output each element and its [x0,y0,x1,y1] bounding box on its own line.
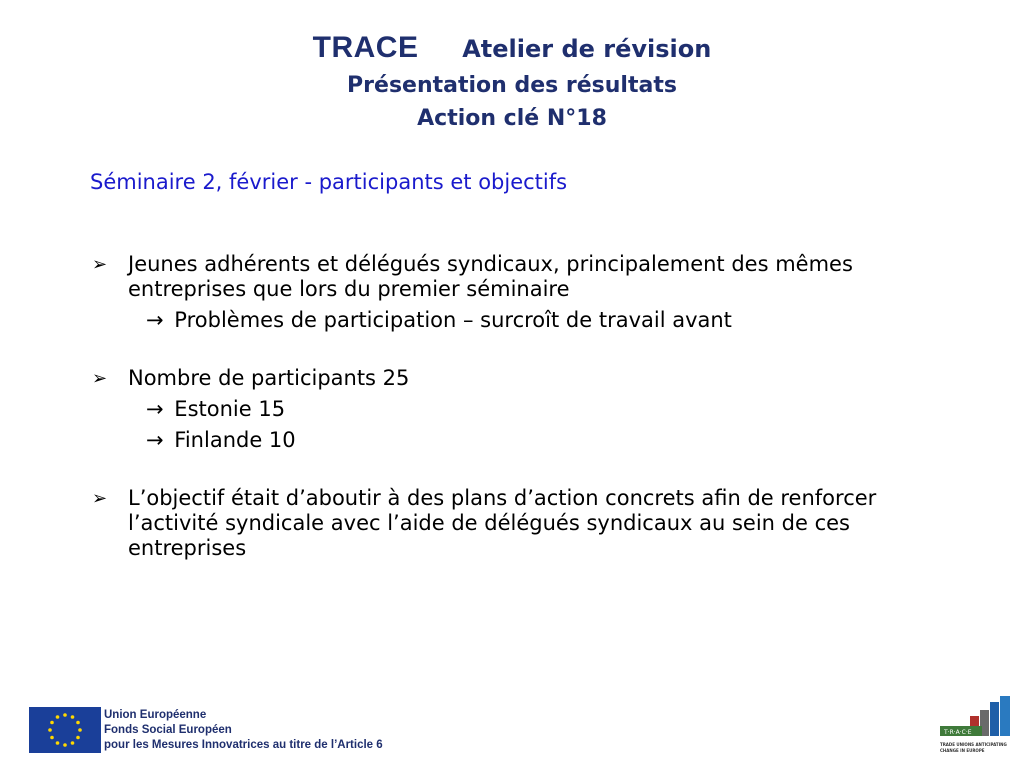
logo-tagline-2: CHANGE IN EUROPE [940,748,985,753]
sub-item [90,397,970,422]
bullet-marker-icon: ➢ [92,254,108,275]
footer-line-3: pour les Mesures Innovatrices au titre de l’Article 6 [104,739,383,751]
sub-item-text: Estonie 15 [174,397,286,421]
bullet-item [90,486,970,561]
title-presentation: Présentation des résultats [347,73,677,98]
bullet-item [90,366,970,391]
bullet-text: L’objectif était d’aboutir à des plans d’action concrets afin de renforcer l’activité syndicale avec l’aide de délégués syndicaux au sein de ces entreprises [128,486,877,560]
title-action: Action clé N°18 [417,106,607,131]
footer-line-1: Union Européenne [104,709,207,721]
footer-line-2: Fonds Social Européen [104,724,232,736]
sub-item-text: Finlande 10 [174,428,296,452]
bullet-marker-icon: ➢ [92,488,108,509]
trace-logo-icon [938,696,1012,756]
sub-item [90,308,970,333]
bullet-list [90,252,970,561]
bullet-text: Jeunes adhérents et délégués syndicaux, principalement des mêmes entreprises que lors du premier séminaire [128,252,853,301]
title-atelier: Atelier de révision [462,35,712,63]
arrow-right-icon: → [146,428,164,452]
title-line-main [0,28,1024,69]
arrow-right-icon: → [146,308,164,332]
footer-eu-text [104,708,383,753]
eu-flag-icon [29,707,101,753]
logo-wordmark: T·R·A·C·E [944,729,972,736]
bullet-text: Nombre de participants 25 [128,366,410,390]
sub-item-text: Problèmes de participation – surcroît de travail avant [174,308,732,332]
arrow-right-icon: → [146,397,164,421]
logo-tagline-1: TRADE UNIONS ANTICIPATING [940,742,1007,747]
bullet-marker-icon: ➢ [92,368,108,389]
page-title [0,28,1024,135]
bullet-item [90,252,970,302]
section-subtitle: Séminaire 2, février - participants et objectifs [90,170,568,194]
sub-item [90,428,970,453]
title-trace: TRACE [312,31,419,64]
